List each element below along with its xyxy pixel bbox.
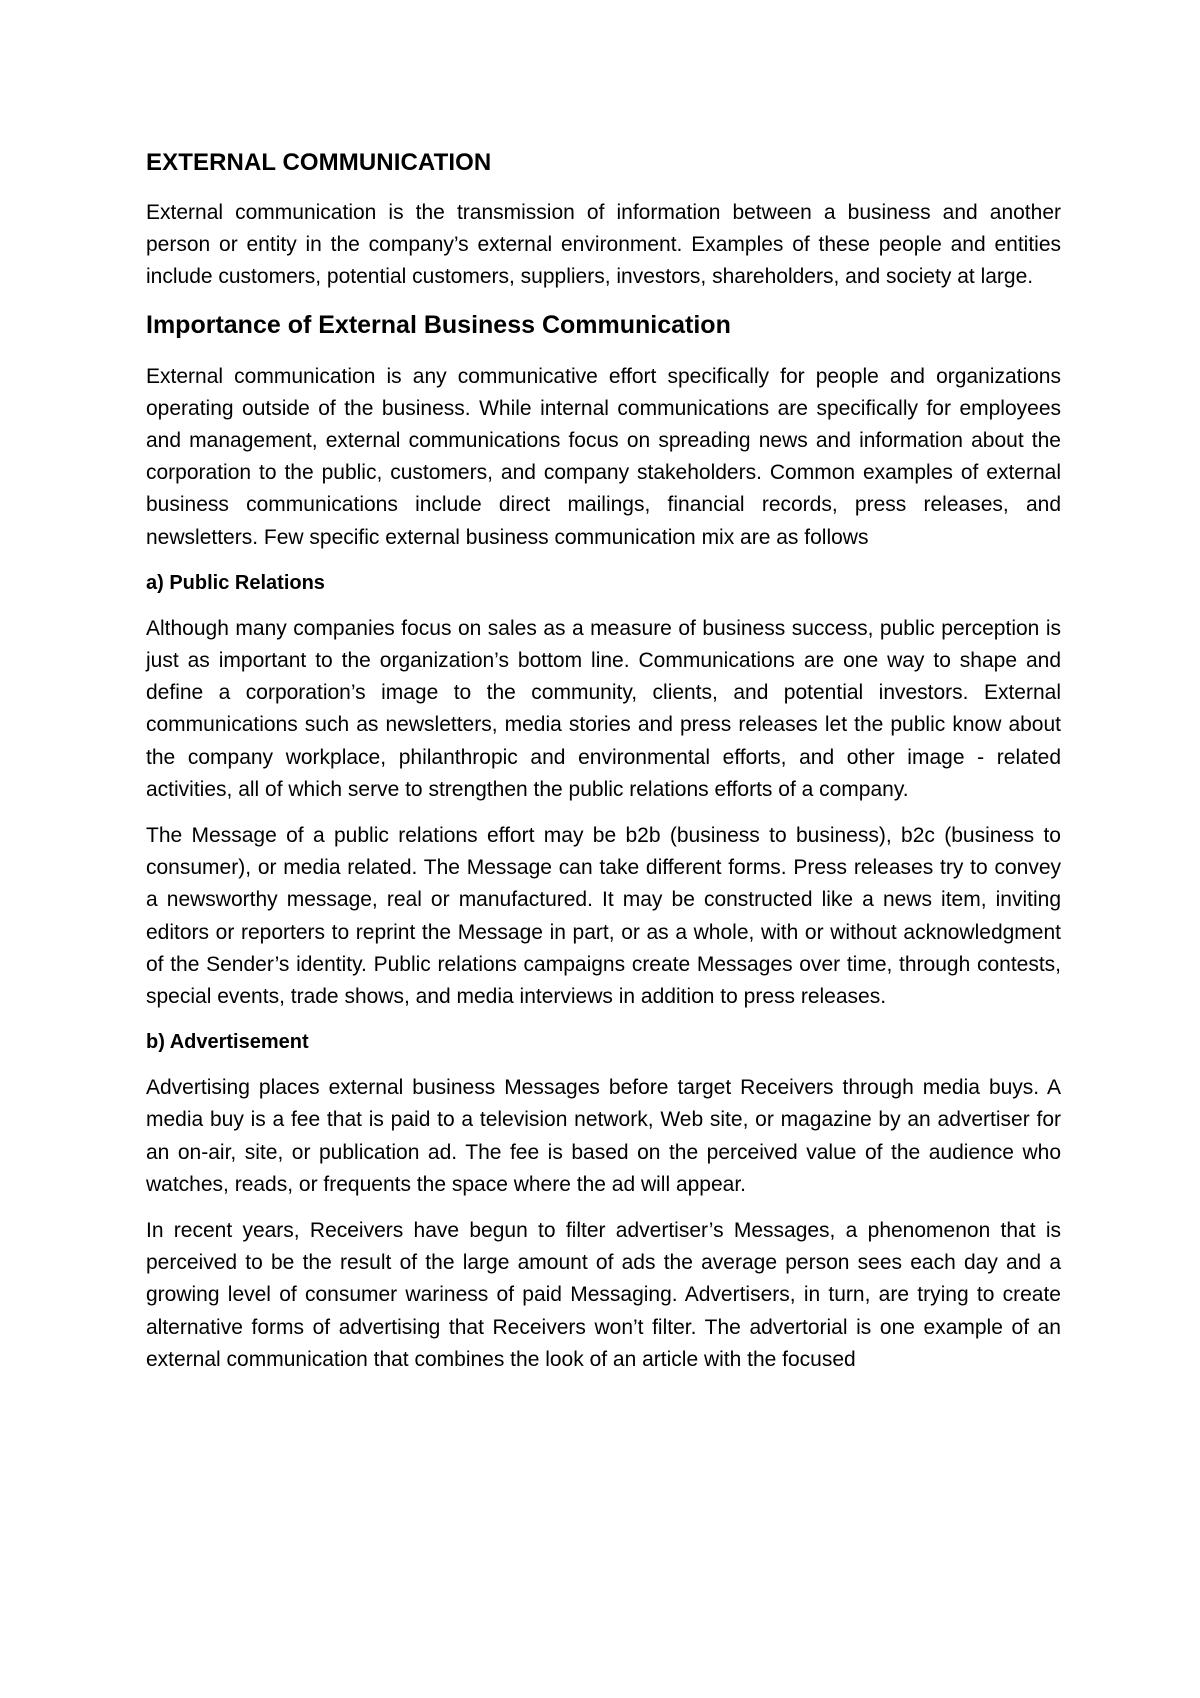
document-title: EXTERNAL COMMUNICATION [146,149,492,176]
public-relations-paragraph-1: Although many companies focus on sales as a measure of business success, public perception is just as important to the organization’s bottom line. Communications are one way to shape and define a corporation’s image to the community, clients, and potential investors. External communications such as newsletters, media stories and press releases let the public know about the company workplace, philanthropic and environmental efforts, and other image - related activities, all of which serve to strengthen the public relations efforts of a company. [146,616,1061,801]
public-relations-paragraph-2: The Message of a public relations effort may be b2b (business to business), b2c (business to consumer), or media related. The Message can take different forms. Press releases try to convey a newsworthy message, real or manufactured. It may be constructed like a news item, inviting editors or reporters to reprint the Message in part, or as a whole, with or without acknowledgment of the Sender’s identity. Public relations campaigns create Messages over time, through contests, special events, trade shows, and media interviews in addition to press releases. [146,824,1061,1009]
advertisement-paragraph-2: In recent years, Receivers have begun to filter advertiser’s Messages, a phenomenon that is perceived to be the result of the large amount of ads the average person sees each day and a growing level of consumer wariness of paid Messaging. Advertisers, in turn, are trying to create alternative forms of advertising that Receivers won’t filter. The advertorial is one example of an external communication that combines the look of an article with the focused [146,1219,1061,1371]
importance-heading: Importance of External Business Communication [146,310,731,339]
intro-paragraph: External communication is the transmission of information between a business and another person or entity in the company’s external environment. Examples of these people and entities include customers, potential customers, suppliers, investors, shareholders, and society at large. [146,201,1061,289]
advertisement-paragraph-1: Advertising places external business Messages before target Receivers through media buys. A media buy is a fee that is paid to a television network, Web site, or magazine by an advertiser for an on-air, site, or publication ad. The fee is based on the perceived value of the audience who watches, reads, or frequents the space where the ad will appear. [146,1076,1061,1196]
public-relations-heading: a) Public Relations [146,571,325,594]
document-body [146,146,1061,1376]
advertisement-heading: b) Advertisement [146,1031,309,1054]
importance-paragraph: External communication is any communicative effort specifically for people and organizations operating outside of the business. While internal communications are specifically for employees and management, external communications focus on spreading news and information about the corporation to the public, customers, and company stakeholders. Common examples of external business communications include direct mailings, financial records, press releases, and newsletters. Few specific external business communication mix are as follows [146,364,1061,549]
